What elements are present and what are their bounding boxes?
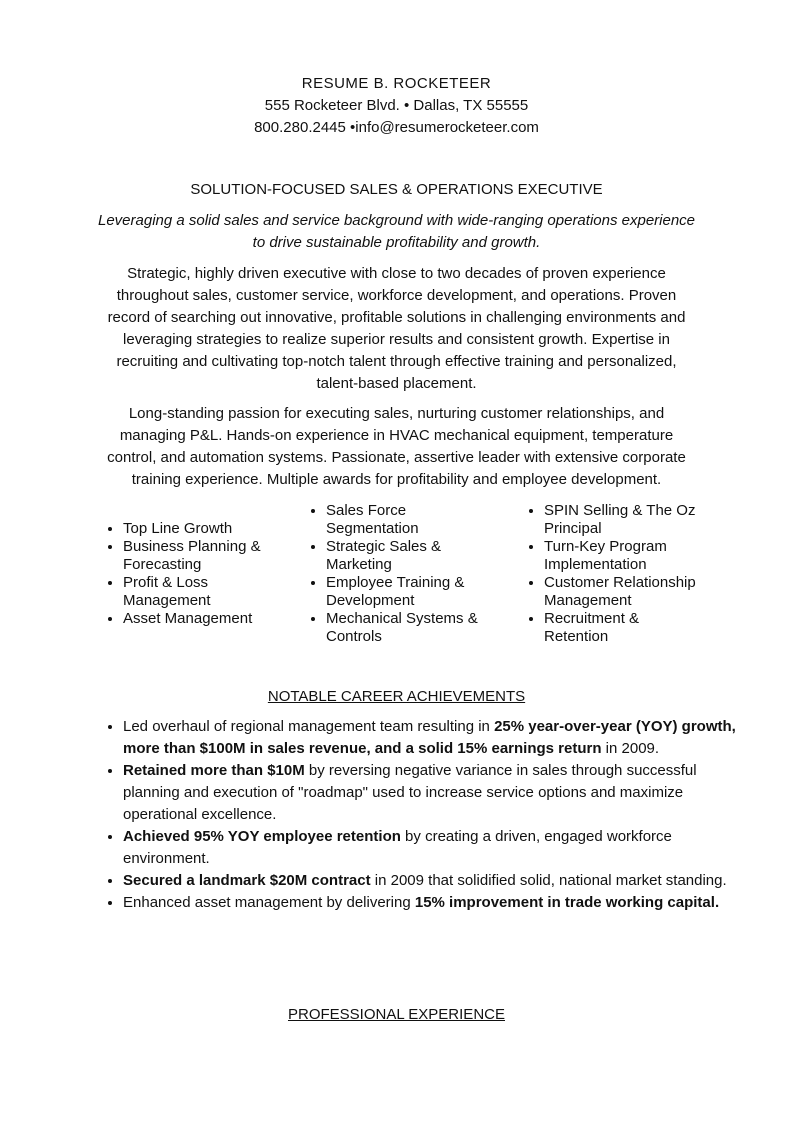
skill-item: • SPIN Selling & The Oz Principal — [544, 502, 744, 538]
skill-item: • Sales Force Segmentation — [326, 502, 526, 538]
skill-item: • Recruitment & Retention — [544, 610, 744, 646]
skill-item: • Business Planning & Forecasting — [123, 538, 313, 574]
skill-item: • Turn-Key Program Implementation — [544, 538, 744, 574]
resume-title: SOLUTION-FOCUSED SALES & OPERATIONS EXECUTIVE — [190, 181, 603, 198]
skill-item: • Profit & Loss Management — [123, 574, 313, 610]
summary-line: managing P&L. Hands-on experience in HVAC mechanical equipment, temperature — [119, 427, 674, 444]
candidate-name: RESUME B. ROCKETEER — [301, 75, 492, 92]
skills-column-1 — [98, 520, 313, 628]
tagline — [60, 210, 733, 254]
summary-line: leveraging strategies to realize superior results and consistent growth. Expertise in — [123, 331, 670, 348]
achievements-list — [98, 716, 748, 914]
summary-line: recruiting and cultivating top-notch talent through effective training and personalized, — [116, 353, 677, 370]
summary-line: Long-standing passion for executing sales, nurturing customer relationships, and — [128, 405, 665, 422]
tagline-line: Leveraging a solid sales and service background with wide-ranging operations experience — [97, 212, 696, 229]
summary-line: control, and automation systems. Passionate, assertive leader with extensive corporate — [107, 449, 686, 466]
skill-item: • Employee Training & Development — [326, 574, 526, 610]
achievement-item: • Achieved 95% YOY employee retention by creating a driven, engaged workforce environment. — [123, 826, 748, 870]
skill-item: • Asset Management — [123, 610, 313, 628]
address-line: 555 Rocketeer Blvd. • Dallas, TX 55555 — [264, 97, 529, 114]
skill-item: • Top Line Growth — [123, 520, 313, 538]
skills-column-3 — [519, 502, 744, 646]
summary-line: throughout sales, customer service, workforce development, and operations. Proven — [116, 287, 677, 304]
contact-line: 800.280.2445 •info@resumerocketeer.com — [254, 119, 539, 136]
skill-item: • Mechanical Systems & Controls — [326, 610, 526, 646]
summary-paragraph-2 — [80, 403, 713, 491]
achievement-item: • Led overhaul of regional management team resulting in 25% year-over-year (YOY) growth, more than $100M in sales revenue, and a solid 15% earnings return in 2009. — [123, 716, 748, 760]
skills-grid — [98, 502, 738, 652]
achievement-item: • Enhanced asset management by delivering 15% improvement in trade working capital. — [123, 892, 748, 914]
achievements-heading: NOTABLE CAREER ACHIEVEMENTS — [267, 688, 526, 705]
skill-item: • Customer Relationship Management — [544, 574, 744, 610]
summary-line: talent-based placement. — [316, 375, 477, 392]
summary-paragraph-1 — [80, 263, 713, 395]
summary-line: Strategic, highly driven executive with close to two decades of proven experience — [127, 265, 666, 282]
tagline-line: to drive sustainable profitability and growth. — [252, 234, 541, 251]
experience-heading: PROFESSIONAL EXPERIENCE — [287, 1006, 505, 1023]
achievement-item: • Retained more than $10M by reversing negative variance in sales through successful planning and execution of "roadmap" used to increase service options and maximize operational excellence. — [123, 760, 748, 826]
achievement-item: • Secured a landmark $20M contract in 2009 that solidified solid, national market standing. — [123, 870, 748, 892]
summary-line: record of searching out innovative, profitable solutions in challenging environments and — [107, 309, 686, 326]
skill-item: • Strategic Sales & Marketing — [326, 538, 526, 574]
skills-column-2 — [301, 502, 526, 646]
summary-line: training experience. Multiple awards for profitability and employee development. — [131, 471, 662, 488]
